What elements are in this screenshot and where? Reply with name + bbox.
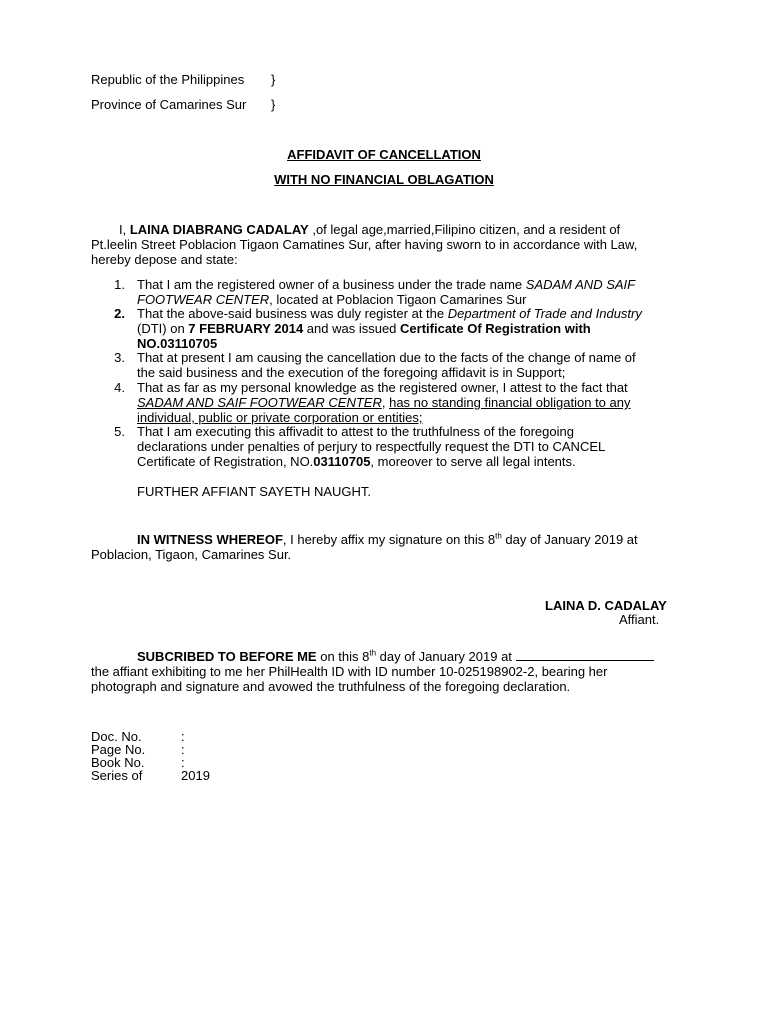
witness-paragraph [91,532,691,562]
item-2-date: 7 FEBRUARY 2014 [188,321,304,336]
notary-doc-label: Doc. No. [91,729,142,744]
further-affiant: FURTHER AFFIANT SAYETH NAUGHT. [137,484,372,499]
item-3-number: 3. [114,350,125,365]
subscribed-line-3: photograph and signature and avowed the truthfulness of the foregoing declaration. [91,679,571,694]
item-4-number: 4. [114,380,125,395]
intro-rest: ,of legal age,married,Filipino citizen, and a resident of [308,222,621,237]
item-4-obligation-text: has no standing financial obligation to any [389,395,631,410]
subscribed-sup: th [369,648,377,658]
notary-page-value: : [181,742,185,757]
subscribed-text-a: on this 8 [316,649,370,664]
item-5-text-c: , moreover to serve all legal intents. [370,454,576,469]
affiant-full-name: LAINA DIABRANG CADALAY [129,222,309,237]
notary-book-label: Book No. [91,755,145,770]
signature-role: Affiant. [619,612,660,627]
item-2-text-b: (DTI) on [137,321,189,336]
intro-prefix: I, [119,222,130,237]
list-item [137,424,697,469]
item-2-certificate: Certificate Of Registration with [400,321,591,336]
list-item [137,277,697,307]
notary-page-label: Page No. [91,742,146,757]
header-brace-1: } [271,72,276,87]
notary-doc-value: : [181,729,185,744]
subscribed-heading: SUBCRIBED TO BEFORE ME [137,649,317,664]
item-5-text-a: Certificate of Registration, NO. [137,454,314,469]
witness-text-a: , I hereby affix my signature on this 8 [282,532,496,547]
witness-text-b: day of January 2019 at [501,532,638,547]
item-1-trade-name-a: SADAM AND SAIF [525,277,636,292]
place-blank-line [516,648,654,661]
header-republic [91,72,244,87]
item-2-number: 2. [114,306,125,321]
list-item [137,306,697,351]
header-province [91,97,246,112]
header-republic-text: Republic of the Philippines [91,72,245,87]
intro-paragraph [91,222,691,267]
list-item [137,350,697,380]
item-2-text-c: and was issued [303,321,401,336]
notary-book-value: : [181,755,185,770]
item-1-trade-name-b: FOOTWEAR CENTER [137,292,270,307]
notary-series-label: Series of [91,768,143,783]
list-item [137,380,697,425]
header-brace-2: } [271,97,276,112]
item-5-line-2: declarations under penalties of perjury to respectfully request the DTI to CANCEL [137,439,606,454]
item-5-line-1: That I am executing this affivadit to attest to the truthfulness of the foregoing [137,424,574,439]
item-5-number: 5. [114,424,125,439]
subscribed-line-2: the affiant exhibiting to me her PhilHealth ID with ID number 10-025198902-2, bearing her [91,664,608,679]
item-5-cert-number: 03110705 [313,454,371,469]
item-4-line-1: That as far as my personal knowledge as the registered owner, I attest to the fact that [137,380,628,395]
item-1-text-a: That I am the registered owner of a business under the trade name [137,277,526,292]
item-4-comma: , [381,395,390,410]
item-1-text-b: , located at Poblacion Tigaon Camarines Sur [269,292,527,307]
item-1-number: 1. [114,277,125,292]
witness-line-2: Poblacion, Tigaon, Camarines Sur. [91,547,292,562]
item-2-dti-name: Department of Trade and Industry [447,306,642,321]
item-3-line-2: the said business and the execution of the foregoing affidavit is in Support; [137,365,566,380]
header-province-text: Province of Camarines Sur [91,97,247,112]
intro-line-2: Pt.leelin Street Poblacion Tigaon Camatines Sur, after having sworn to in accordance with Law, [91,237,638,252]
subscribed-text-b: day of January 2019 at [376,649,516,664]
document-subtitle: WITH NO FINANCIAL OBLAGATION [274,172,494,187]
document-title: AFFIDAVIT OF CANCELLATION [287,147,481,162]
witness-heading: IN WITNESS WHEREOF [137,532,283,547]
notary-series-value: 2019 [181,768,210,783]
item-2-text-a: That the above-said business was duly register at the [137,306,448,321]
subscribed-paragraph [91,648,691,694]
intro-line-3: hereby depose and state: [91,252,238,267]
item-4-trade-name: SADAM AND SAIF FOOTWEAR CENTER [137,395,382,410]
witness-sup: th [495,531,502,541]
item-3-line-1: That at present I am causing the cancellation due to the facts of the change of name of [137,350,636,365]
item-2-cert-number: NO.03110705 [137,336,218,351]
signature-name: LAINA D. CADALAY [545,598,667,613]
item-4-line-3: individual, public or private corporation or entities; [137,410,423,425]
